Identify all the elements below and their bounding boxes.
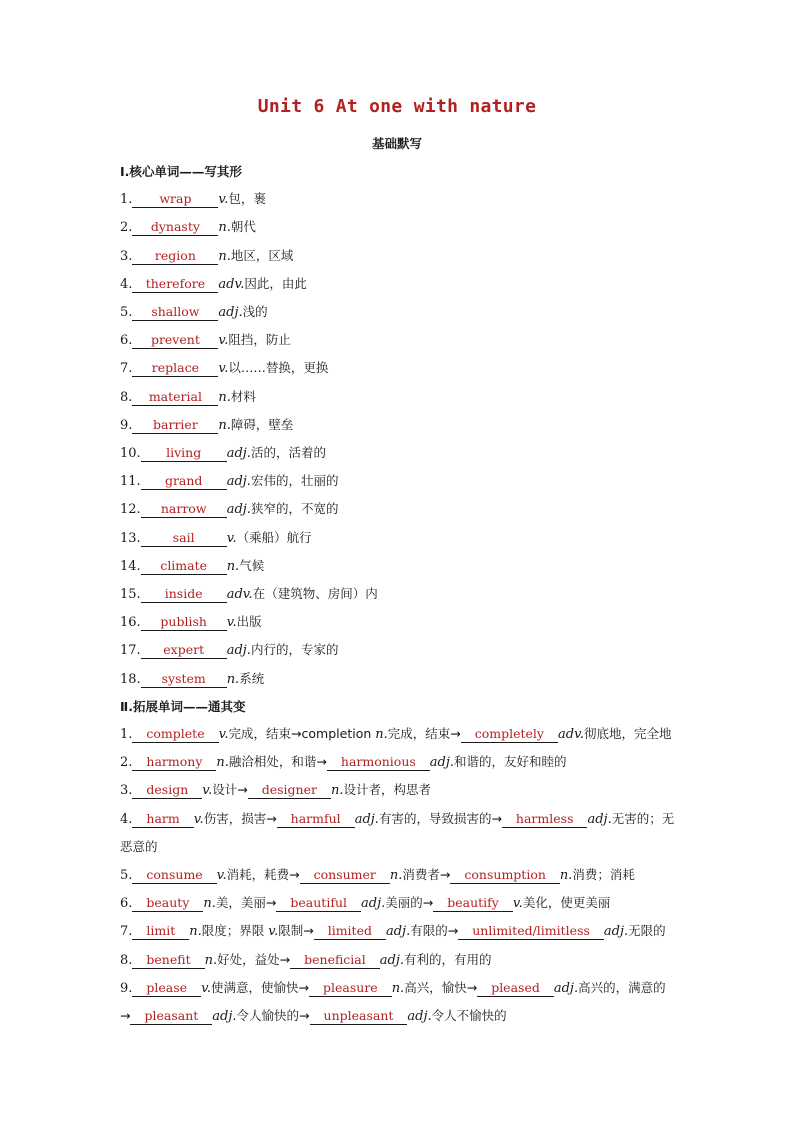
part-of-speech: n. [218,248,231,264]
meaning: 无限的 [628,923,666,939]
worksheet-content [120,158,676,1030]
answer-blank[interactable]: beautiful [276,896,361,912]
item-number: 9. [120,417,133,433]
meaning: 设计者，构思者 [343,782,431,798]
meaning: 狭窄的，不宽的 [250,501,339,517]
part-of-speech: n. [216,755,229,771]
core-word-item [120,467,676,495]
meaning: 美，美丽→ [215,895,277,911]
answer-blank[interactable]: please [132,981,201,997]
part-of-speech: adj. [212,1009,237,1025]
meaning: （乘船）航行 [236,529,312,545]
meaning: 令人愉快的→ [236,1008,310,1024]
meaning: 材料 [230,388,256,404]
meaning: 浅的 [242,304,268,320]
answer-blank[interactable]: living [141,446,227,462]
core-word-item [120,608,676,636]
answer-blank[interactable]: expert [141,643,227,659]
meaning: 高兴的，满意的→ [120,979,666,1024]
meaning: 地区，区域 [230,247,294,263]
page-subtitle: 基础默写 [371,136,422,151]
part-of-speech: n. [226,671,240,687]
part-of-speech: v. [218,333,229,349]
item-number: 15. [120,587,141,603]
answer-blank[interactable]: pleased [477,981,554,997]
meaning: 完成，结束→completion [228,726,376,742]
part-of-speech: n. [226,558,240,574]
item-number: 16. [120,615,141,631]
answer-blank[interactable]: benefit [132,953,204,969]
core-word-item [120,439,676,467]
part-of-speech: v. [218,727,229,743]
meaning: 高兴，愉快→ [404,979,478,995]
answer-blank[interactable]: grand [141,474,227,490]
item-number: 3. [120,248,133,264]
answer-blank[interactable]: region [132,249,218,265]
part-of-speech: n. [330,783,344,799]
part-of-speech: adj. [407,1009,432,1025]
answer-blank[interactable]: material [132,390,218,406]
meaning: 消耗，耗费→ [226,867,300,883]
meaning: 设计→ [212,782,248,798]
extended-words-list [120,720,676,1030]
answer-blank[interactable]: shallow [132,305,218,321]
page-title: Unit 6 At one with nature [257,96,537,117]
item-number: 4. [120,276,133,292]
answer-blank[interactable]: design [132,783,202,799]
meaning: 有利的，有用的 [404,951,492,967]
answer-blank[interactable]: harm [132,812,193,828]
part-of-speech: adj. [354,811,379,827]
part-of-speech: n. [218,389,231,405]
meaning: 伤害，损害→ [203,810,277,826]
part-of-speech: v. [512,896,523,912]
answer-blank[interactable]: completely [461,727,558,743]
part-of-speech: adj. [226,643,251,659]
core-word-item [120,326,676,354]
answer-blank[interactable]: consume [132,868,216,884]
answer-blank[interactable]: harmonious [327,755,430,771]
item-number: 1. [120,192,133,208]
answer-blank[interactable]: system [141,672,227,688]
answer-blank[interactable]: narrow [141,502,227,518]
core-word-item [120,580,676,608]
part-of-speech: adj. [361,896,386,912]
meaning: 活的，活着的 [250,445,326,461]
extended-word-item [120,861,676,889]
core-word-item [120,185,676,213]
part-of-speech: n. [218,417,231,433]
item-number: 2. [120,220,133,236]
core-word-item [120,495,676,523]
item-number: 13. [120,530,141,546]
answer-blank[interactable]: pleasant [130,1009,212,1025]
answer-blank[interactable]: designer [248,783,331,799]
core-word-item [120,636,676,664]
item-number: 3. [120,783,133,799]
part-of-speech: n. [391,980,405,996]
meaning: 消费；消耗 [572,867,635,883]
part-of-speech: v. [202,783,213,799]
item-number: 5. [120,868,133,884]
answer-blank[interactable]: replace [132,361,218,377]
answer-blank[interactable]: dynasty [132,220,218,236]
section-heading-core-words: Ⅰ.核心单词——写其形 [120,164,242,179]
extended-word-item [120,889,676,917]
extended-word-item [120,720,676,748]
part-of-speech: n. [218,220,231,236]
item-number: 2. [120,755,133,771]
answer-blank[interactable]: harmless [502,812,588,828]
meaning: 系统 [239,670,265,686]
part-of-speech: adj. [587,811,612,827]
meaning: 宏伟的，壮丽的 [250,473,339,489]
meaning: 内行的，专家的 [250,642,339,658]
answer-blank[interactable]: beauty [132,896,203,912]
meaning: 彻底地，完全地 [584,726,672,742]
core-word-item [120,354,676,382]
item-number: 1. [120,727,133,743]
part-of-speech: n. [389,868,403,884]
meaning: 有限的→ [410,923,459,939]
part-of-speech: adj. [226,502,251,518]
item-number: 11. [120,474,141,490]
part-of-speech: v. [218,361,229,377]
core-word-item [120,552,676,580]
part-of-speech: v. [226,615,237,631]
extended-word-item [120,917,676,945]
answer-blank[interactable]: limit [132,924,189,940]
answer-blank[interactable]: therefore [132,277,218,293]
part-of-speech: adj. [385,924,411,940]
extended-word-item [120,748,676,776]
answer-blank[interactable]: inside [141,587,227,603]
answer-blank[interactable]: beautify [433,896,513,912]
meaning: 完成，结束→ [387,726,461,742]
answer-blank[interactable]: pleasure [309,981,392,997]
answer-blank[interactable]: consumption [450,868,560,884]
item-number: 6. [120,333,133,349]
meaning: 以……替换，更换 [228,360,329,376]
extended-word-item [120,946,676,974]
part-of-speech: adj. [553,980,579,996]
part-of-speech: adv. [558,727,585,743]
part-of-speech: n. [559,868,573,884]
extended-word-item [120,974,676,1030]
core-word-item [120,665,676,693]
meaning: 气候 [239,557,265,573]
meaning: 和谐的，友好和睦的 [454,754,567,770]
meaning: 美丽的→ [385,895,434,911]
core-words-list [120,185,676,693]
answer-blank[interactable]: barrier [132,418,218,434]
part-of-speech: adj. [226,446,251,462]
meaning: 在（建筑物、房间）内 [252,586,378,602]
meaning: 好处，益处→ [217,951,291,967]
item-number: 4. [120,811,133,827]
meaning: 令人不愉快的 [431,1008,507,1024]
core-word-item [120,411,676,439]
part-of-speech: adj. [226,474,251,490]
answer-blank[interactable]: harmony [132,755,216,771]
extended-word-item [120,805,676,861]
answer-blank[interactable]: sail [141,531,227,547]
meaning: 有害的，导致损害的→ [378,810,502,826]
item-number: 8. [120,952,133,968]
part-of-speech: adj. [379,952,405,968]
answer-blank[interactable]: unpleasant [310,1009,408,1025]
part-of-speech: adj. [218,305,243,321]
part-of-speech: n. [203,896,216,912]
item-number: 7. [120,361,133,377]
answer-blank[interactable]: publish [141,615,227,631]
meaning: 包，裹 [228,191,266,207]
core-word-item [120,270,676,298]
meaning: 美化，使更美丽 [522,895,611,911]
item-number: 12. [120,502,141,518]
meaning: 融洽相处，和谐→ [228,754,327,770]
item-number: 9. [120,980,133,996]
meaning: 限制→ [278,923,314,939]
core-word-item [120,213,676,241]
core-word-item [120,383,676,411]
item-number: 7. [120,924,133,940]
meaning: 朝代 [230,219,256,235]
core-word-item [120,524,676,552]
meaning: 阻挡，防止 [228,332,291,348]
answer-blank[interactable]: beneficial [290,953,380,969]
item-number: 10. [120,446,141,462]
extended-word-item [120,776,676,804]
part-of-speech: adj. [429,755,455,771]
part-of-speech: v. [216,868,227,884]
answer-blank[interactable]: harmful [277,812,355,828]
meaning: 限度；界限 [201,923,269,939]
meaning: 出版 [236,614,262,630]
answer-blank[interactable]: consumer [300,868,390,884]
part-of-speech: adv. [226,587,253,603]
meaning: 因此，由此 [244,275,307,291]
item-number: 5. [120,305,133,321]
answer-blank[interactable]: limited [314,924,386,940]
core-word-item [120,242,676,270]
item-number: 6. [120,896,133,912]
part-of-speech: adv. [218,276,245,292]
answer-blank[interactable]: climate [141,559,227,575]
meaning: 无害的；无恶意的 [120,810,675,854]
part-of-speech: v. [226,530,237,546]
item-number: 14. [120,558,141,574]
part-of-speech: n. [204,952,218,968]
answer-blank[interactable]: prevent [132,333,218,349]
part-of-speech: v. [193,811,204,827]
part-of-speech: v. [201,980,212,996]
answer-blank[interactable]: complete [132,727,218,743]
meaning: 消费者→ [402,867,451,883]
meaning: 使满意，使愉快→ [211,979,309,995]
part-of-speech: n. [375,727,388,743]
item-number: 17. [120,643,141,659]
part-of-speech: adj. [603,924,629,940]
part-of-speech: n. [189,924,202,940]
answer-blank[interactable]: wrap [132,192,218,208]
section-heading-extended-words: Ⅱ.拓展单词——通其变 [120,698,246,714]
item-number: 18. [120,671,141,687]
item-number: 8. [120,389,133,405]
answer-blank[interactable]: unlimited/limitless [458,924,604,940]
core-word-item [120,298,676,326]
part-of-speech: v. [268,924,279,940]
part-of-speech: v. [218,192,229,208]
meaning: 障碍，壁垒 [230,416,294,432]
